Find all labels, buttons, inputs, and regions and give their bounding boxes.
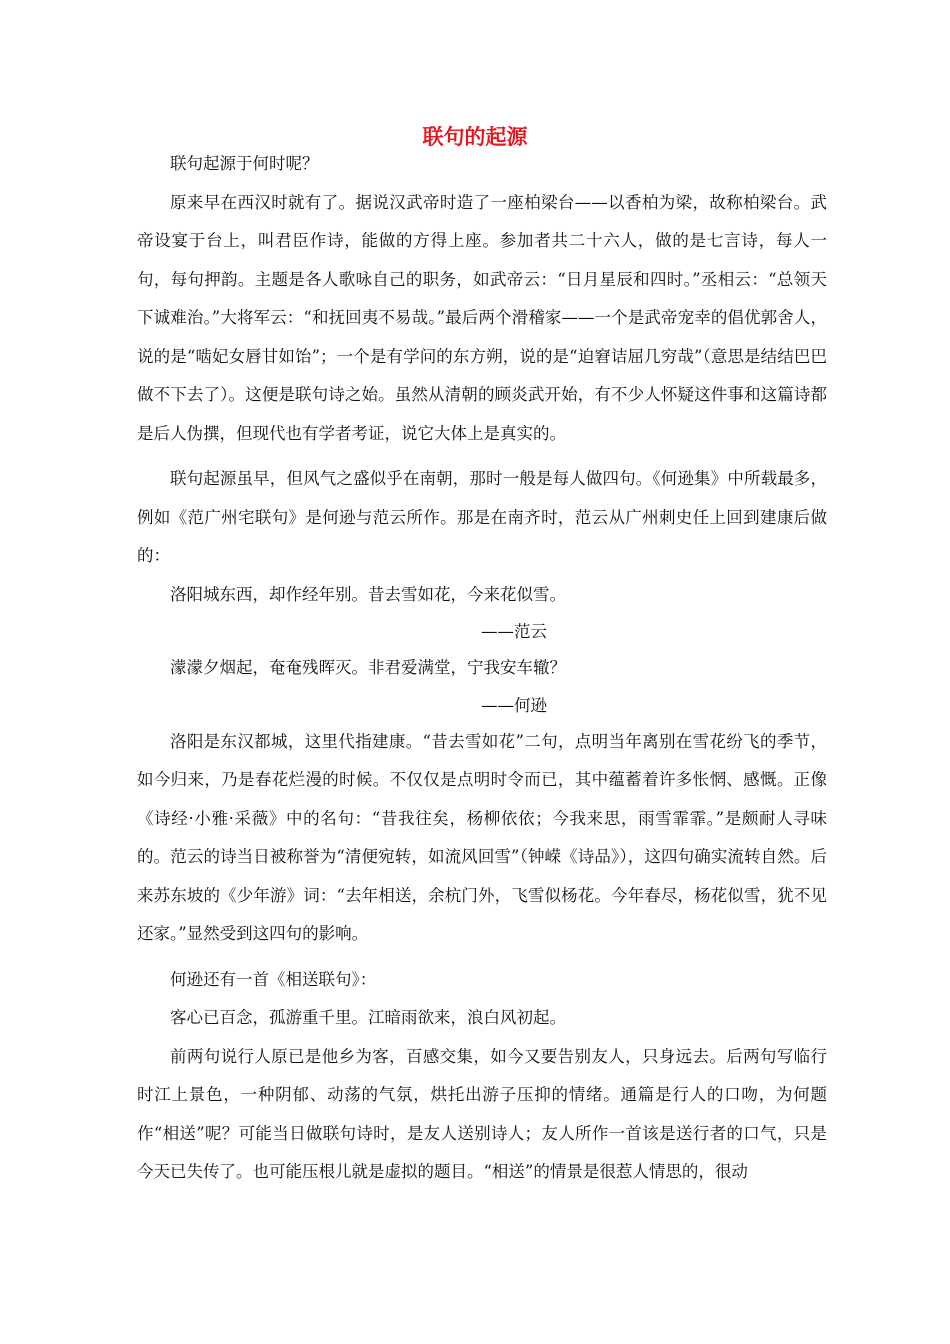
paragraph-luoyang: 洛阳是东汉都城，这里代指建康。“昔去雪如花”二句，点明当年离别在雪花纷飞的季节，如今归来，乃是春花烂漫的时候。不仅仅是点明时令而已，其中蕴蓄着许多怅惘、感慨。正像《诗经·小雅·采薇》中的名句：“昔我往矣，杨柳依依；今我来思，雨雪霏霏。”是颇耐人寻味的。范云的诗当日被称誉为“清便宛转，如流风回雪”（钟嵘《诗品》），这四句确实流转自然。后来苏东坡的《少年游》词：“去年相送，余杭门外，飞雪似杨花。今年春尽，杨花似雪，犹不见还家。”显然受到这四句的影响。 bbox=[137, 731, 827, 943]
document-title: 联句的起源 bbox=[422, 124, 528, 149]
paragraph-xiangsong-analysis: 前两句说行人原已是他乡为客，百感交集，如今又要告别友人，只身远去。后两句写临行时江上景色，一种阴郁、动荡的气氛，烘托出游子压抑的情绪。通篇是行人的口吻，为何题作“相送”呢？可能当日做联句诗时，是友人送别诗人；友人所作一首该是送行者的口气，只是今天已失传了。也可能压根儿就是虚拟的题目。“相送”的情景是很惹人情思的，很动 bbox=[137, 1046, 827, 1181]
paragraph-origin: 原来早在西汉时就有了。据说汉武帝时造了一座柏梁台——以香柏为梁，故称柏梁台。武帝设宴于台上，叫君臣作诗，能做的方得上座。参加者共二十六人，做的是七言诗，每人一句，每句押韵。主题是各人歌咏自己的职务，如武帝云：“日月星辰和四时。”丞相云：“总领天下诚难治。”大将军云：“和抚回夷不易哉。”最后两个滑稽家——一个是武帝宠幸的倡优郭舍人，说的是“啮妃女唇甘如饴”；一个是有学问的东方朔，说的是“迫窘诘屈几穷哉”（意思是结结巴巴做不下去了）。这便是联句诗之始。虽然从清朝的顾炎武开始，有不少人怀疑这件事和这篇诗都是后人伪撰，但现代也有学者考证，说它大体上是真实的。 bbox=[137, 192, 827, 443]
paragraph-xiangsong-intro: 何逊还有一首《相送联句》： bbox=[170, 969, 377, 989]
poem-line-fan-yun: 洛阳城东西，却作经年别。昔去雪如花，今来花似雪。 bbox=[170, 584, 566, 604]
document-body bbox=[137, 145, 827, 1199]
paragraph-question: 联句起源于何时呢？ bbox=[170, 154, 319, 173]
poem-author-fan-yun: ——范云 bbox=[481, 622, 547, 641]
paragraph-southern-dynasties: 联句起源虽早，但风气之盛似乎在南朝，那时一般是每人做四句。《何逊集》中所载最多，例如《范广州宅联句》是何逊与范云所作。那是在南齐时，范云从广州刺史任上回到建康后做的： bbox=[137, 469, 827, 565]
poem-xiangsong: 客心已百念，孤游重千里。江暗雨欲来，浪白风初起。 bbox=[170, 1008, 566, 1027]
poem-line-he-xun: 濛濛夕烟起，奄奄残晖灭。非君爱满堂，宁我安车辙？ bbox=[170, 658, 566, 677]
poem-author-he-xun: ——何逊 bbox=[481, 695, 547, 715]
